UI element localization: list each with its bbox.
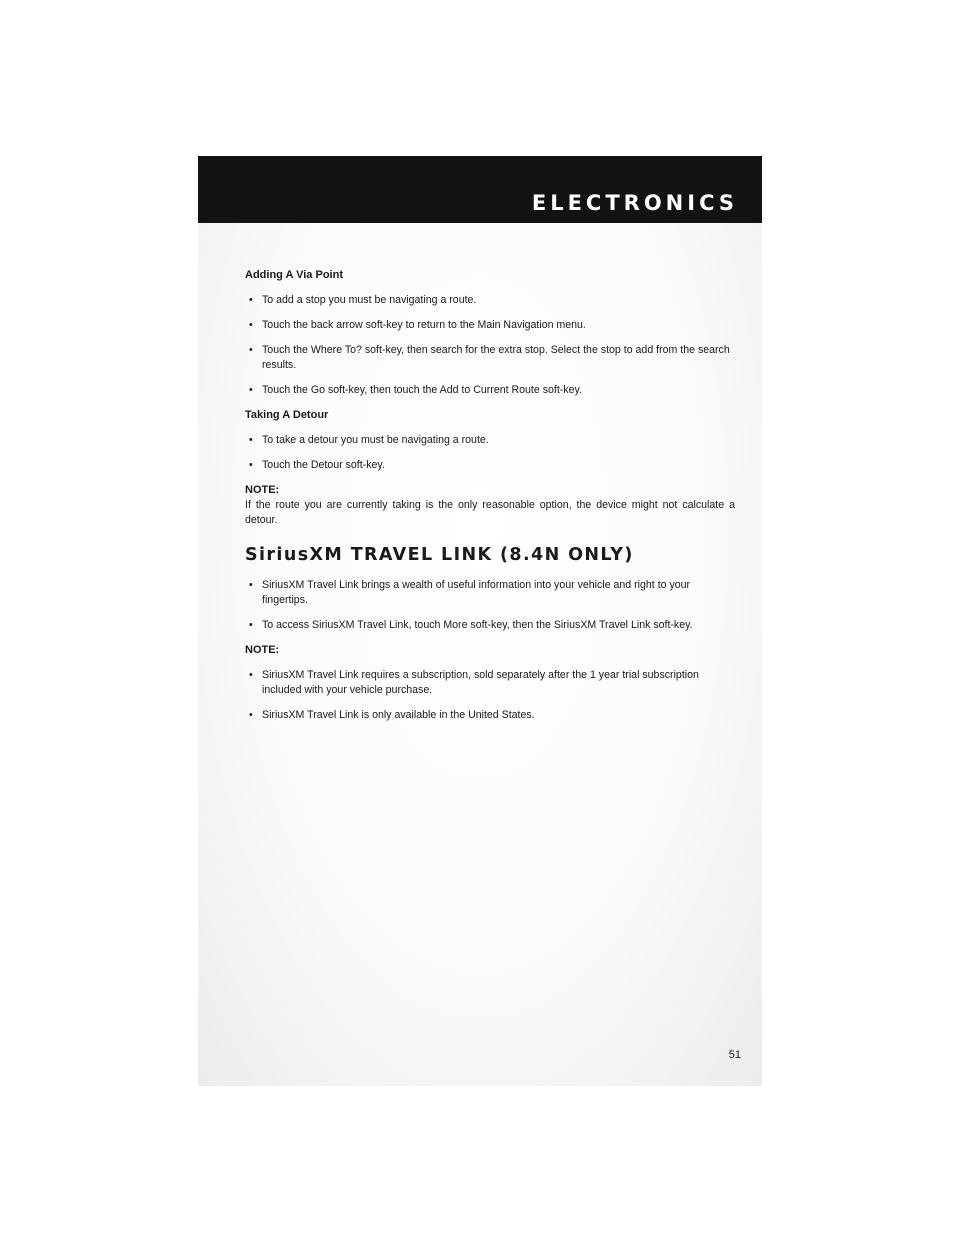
bullet-icon: • — [249, 579, 253, 591]
bullet-icon: • — [249, 709, 253, 721]
list-item: • To access SiriusXM Travel Link, touch More soft-key, then the SiriusXM Travel Link soft-key. — [249, 619, 693, 631]
manual-page — [198, 156, 762, 1086]
bullet-icon: • — [249, 434, 253, 446]
bullet-icon: • — [249, 384, 253, 396]
list-item: • SiriusXM Travel Link is only available in the United States. — [249, 709, 535, 721]
via-point-heading: Adding A Via Point — [245, 269, 343, 281]
list-item: • Touch the Detour soft-key. — [249, 459, 385, 471]
bullet-icon: • — [249, 344, 253, 356]
header-bar — [198, 156, 762, 223]
list-item: • Touch the back arrow soft-key to return to the Main Navigation menu. — [249, 319, 586, 331]
page-number: 51 — [728, 1049, 741, 1061]
travel-link-heading: SiriusXM TRAVEL LINK (8.4N ONLY) — [245, 545, 634, 565]
detour-heading: Taking A Detour — [245, 409, 329, 421]
note-label: NOTE: — [245, 484, 280, 496]
list-item: • To add a stop you must be navigating a route. — [249, 294, 477, 306]
bullet-icon: • — [249, 319, 253, 331]
note-text: If the route you are currently taking is the only reasonable option, the device might not calculate a detour. — [245, 499, 735, 526]
section-title: ELECTRONICS — [531, 191, 738, 215]
list-item: • Touch the Go soft-key, then touch the Add to Current Route soft-key. — [249, 384, 582, 396]
bullet-icon: • — [249, 619, 253, 631]
list-item: • SiriusXM Travel Link requires a subscription, sold separately after the 1 year trial subscription included with your vehicle purchase. — [249, 669, 699, 696]
list-item: • To take a detour you must be navigating a route. — [249, 434, 489, 446]
bullet-icon: • — [249, 669, 253, 681]
bullet-icon: • — [249, 294, 253, 306]
list-item: • Touch the Where To? soft-key, then search for the extra stop. Select the stop to add from the search results. — [249, 344, 730, 371]
list-item: • SiriusXM Travel Link brings a wealth of useful information into your vehicle and right to your fingertips. — [249, 579, 691, 606]
bullet-icon: • — [249, 459, 253, 471]
page-content — [245, 268, 735, 733]
note-label: NOTE: — [245, 644, 280, 656]
